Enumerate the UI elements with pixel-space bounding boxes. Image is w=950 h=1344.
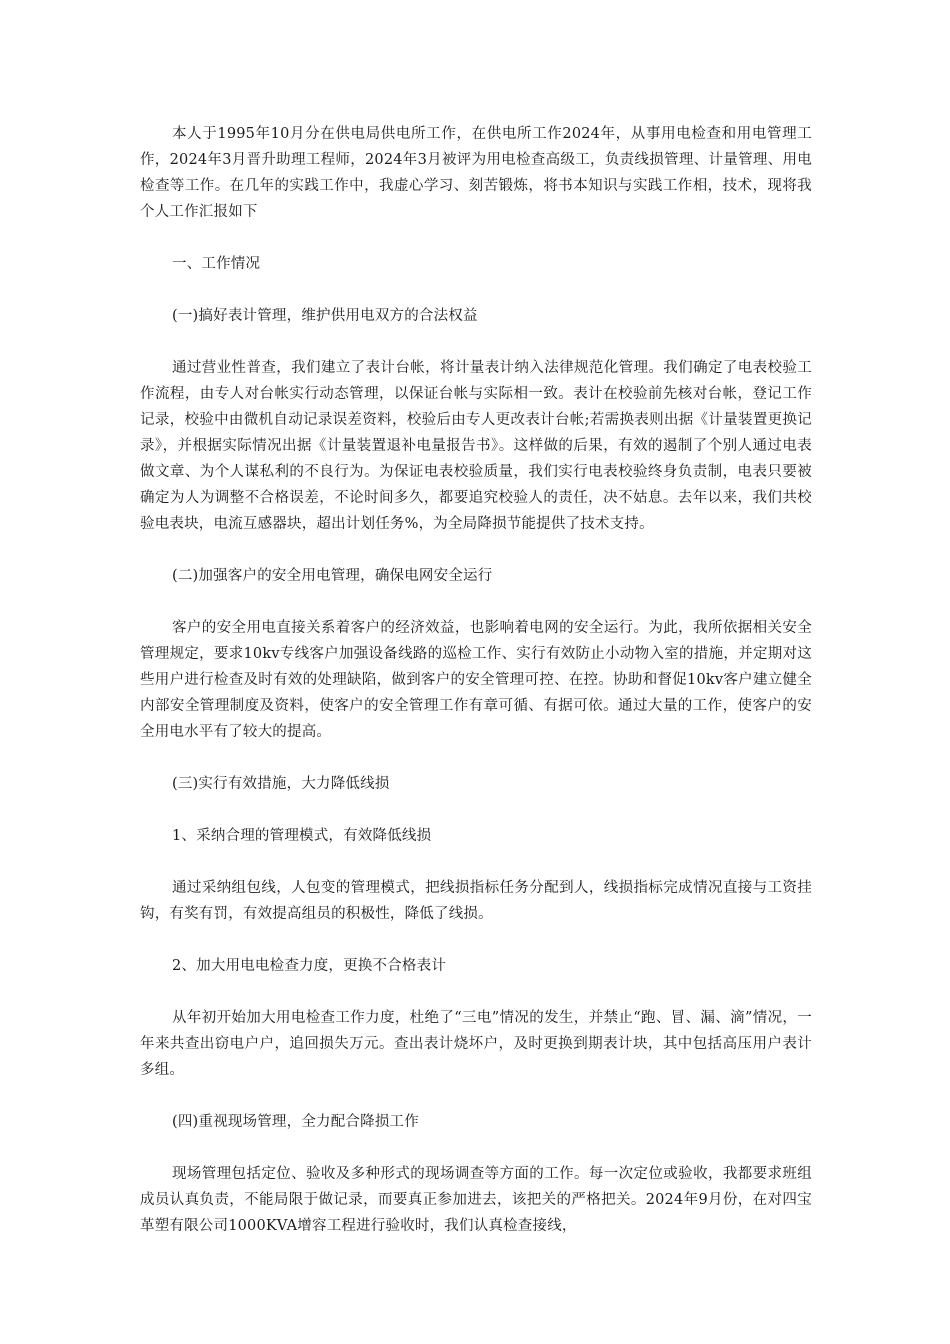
paragraph-meter-management: 通过营业性普查，我们建立了表计台帐，将计量表计纳入法律规范化管理。我们确定了电表校验工作流程，由专人对台帐实行动态管理，以保证台帐与实际相一致。表计在校验前先核对台帐，登记工作记录，校验中由微机自动记录误差资料，校验后由专人更改表计台帐;若需换表则出据《计量装置更换记录》，并根据实际情况出据《计量装置退补电量报告书》。这样做的后果，有效的遏制了个别人通过电表做文章、为个人谋私利的不良行为。为保证电表校验质量，我们实行电表校验终身负责制，电表只要被确定为人为调整不合格误差，不论时间多久，都要追究校验人的责任，决不姑息。去年以来，我们共校验电表块，电流互感器块，超出计划任务%，为全局降损节能提供了技术支持。	[140, 360, 812, 532]
subsection-heading-safety: (二)加强客户的安全用电管理，确保电网安全运行	[172, 568, 493, 584]
paragraph-site-management: 现场管理包括定位、验收及多种形式的现场调查等方面的工作。每一次定位或验收，我都要求班组成员认真负责，不能局限于做记录，而要真正参加进去，该把关的严格把关。2024年9月份，在对四宝革塑有限公司1000KVA增容工程进行验收时，我们认真检查接线，	[140, 1166, 812, 1234]
section-heading-work-status: 一、工作情况	[172, 256, 261, 272]
paragraph-safety: 客户的安全用电直接关系着客户的经济效益，也影响着电网的安全运行。为此，我所依据相关安全管理规定，要求10kv专线客户加强设备线路的巡检工作、实行有效防止小动物入室的措施，并定期对这些用户进行检查及时有效的处理缺陷，做到客户的安全管理可控、在控。协助和督促10kv客户建立健全内部安全管理制度及资料，使客户的安全管理工作有章可循、有据可依。通过大量的工作，使客户的安全用电水平有了较大的提高。	[140, 620, 812, 740]
subsection-heading-site-management: (四)重视现场管理，全力配合降损工作	[172, 1114, 419, 1130]
subsection-heading-meter-management: (一)搞好表计管理，维护供用电双方的合法权益	[172, 308, 478, 324]
paragraph-management-mode: 通过采纳组包线，人包变的管理模式，把线损指标任务分配到人，线损指标完成情况直接与工资挂钩，有奖有罚，有效提高组员的积极性，降低了线损。	[140, 880, 812, 922]
paragraph-inspection: 从年初开始加大用电检查工作力度，杜绝了“三电”情况的发生，并禁止“跑、冒、漏、滴”情况，一年来共查出窃电户户，追回损失万元。查出表计烧坏户，及时更换到期表计块，其中包括高压用户表计多组。	[140, 1010, 812, 1078]
item-heading-inspection: 2、加大用电电检查力度，更换不合格表计	[172, 958, 447, 974]
item-heading-management-mode: 1、采纳合理的管理模式，有效降低线损	[172, 828, 432, 844]
document-page	[140, 121, 812, 1239]
subsection-heading-line-loss: (三)实行有效措施，大力降低线损	[172, 776, 390, 792]
intro-paragraph: 本人于1995年10月分在供电局供电所工作，在供电所工作2024年，从事用电检查和用电管理工作，2024年3月晋升助理工程师，2024年3月被评为用电检查高级工，负责线损管理、计量管理、用电检查等工作。在几年的实践工作中，我虚心学习、刻苦锻炼，将书本知识与实践工作相，技术，现将我个人工作汇报如下	[140, 126, 812, 220]
